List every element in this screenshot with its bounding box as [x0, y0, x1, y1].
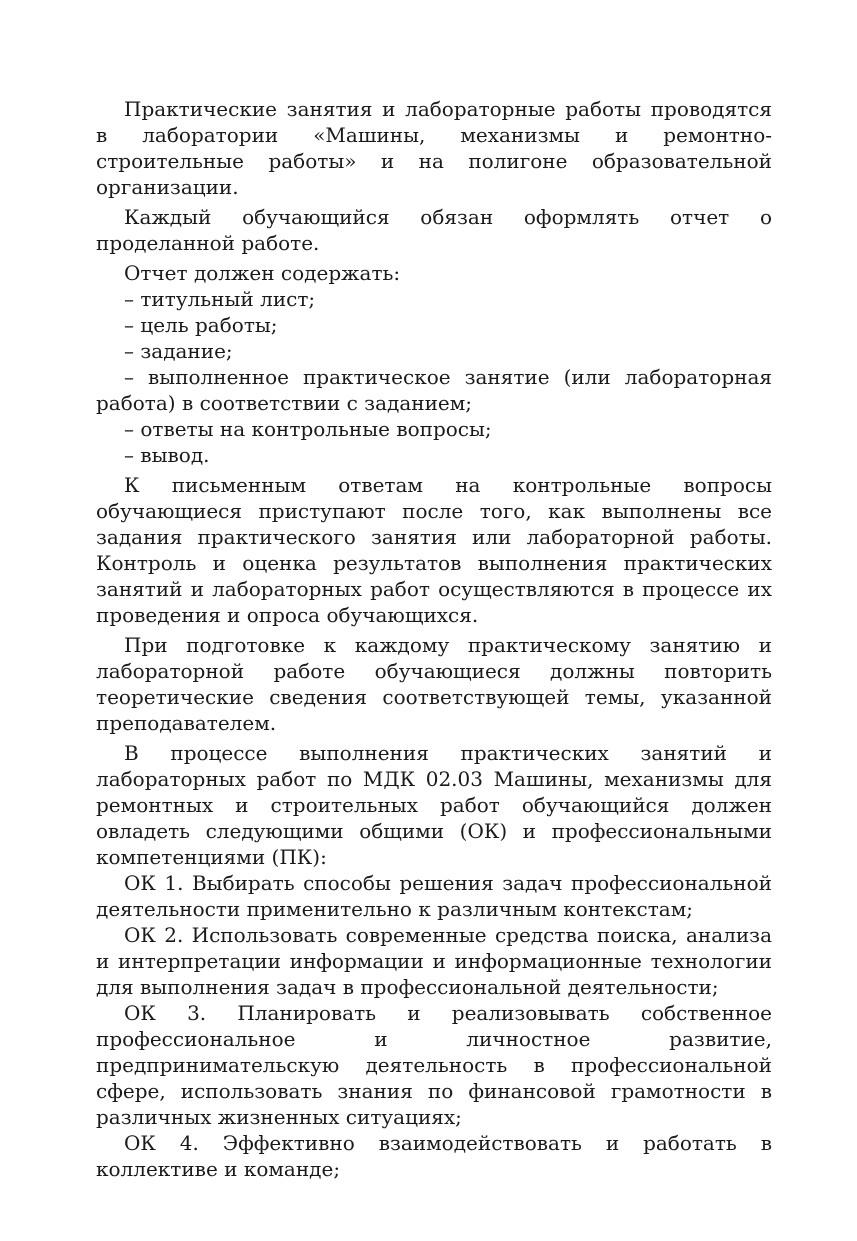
paragraph-report-contents-intro: Отчет должен содержать: [124, 261, 401, 285]
list-item-title-page: – титульный лист; [124, 287, 316, 311]
paragraph-report-requirement: Каждый обучающийся обязан оформлять отчет о проделанной работе. [96, 205, 772, 255]
list-item-task: – задание; [124, 339, 233, 363]
list-item-goal: – цель работы; [124, 313, 278, 337]
paragraph-preparation: При подготовке к каждому практическому занятию и лабораторной работе обучающиеся должны повторить теоретические сведения соответствующей темы, указанной преподавателем. [96, 633, 772, 735]
list-item-answers: – ответы на контрольные вопросы; [124, 417, 492, 441]
competency-ok3: ОК 3. Планировать и реализовывать собственное профессиональное и личностное развитие, предпринимательскую деятельность в профессиональной сфере, использовать знания по финансовой грамотности в различных жизненных ситуациях; [96, 1001, 772, 1129]
competency-ok1: ОК 1. Выбирать способы решения задач профессиональной деятельности применительно к различным контекстам; [96, 871, 772, 921]
competency-ok4: ОК 4. Эффективно взаимодействовать и работать в коллективе и команде; [96, 1131, 772, 1181]
paragraph-competencies-intro: В процессе выполнения практических занятий и лабораторных работ по МДК 02.03 Машины, механизмы для ремонтных и строительных работ обучающийся должен овладеть следующими общими (ОК) и профессиональными компетенциями (ПК): [96, 741, 772, 869]
list-item-conclusion: – вывод. [124, 443, 210, 467]
document-page [96, 96, 772, 1182]
list-item-completed-work: – выполненное практическое занятие (или лабораторная работа) в соответствии с заданием; [96, 365, 772, 415]
paragraph-control-questions: К письменным ответам на контрольные вопросы обучающиеся приступают после того, как выполнены все задания практического занятия или лабораторной работы. Контроль и оценка результатов выполнения практических занятий и лабораторных работ осуществляются в процессе их проведения и опроса обучающихся. [96, 473, 772, 627]
paragraph-lab-location: Практические занятия и лабораторные работы проводятся в лаборатории «Машины, механизмы и ремонтно-строительные работы» и на полигоне образовательной организации. [96, 97, 772, 199]
competency-ok2: ОК 2. Использовать современные средства поиска, анализа и интерпретации информации и информационные технологии для выполнения задач в профессиональной деятельности; [96, 923, 772, 999]
